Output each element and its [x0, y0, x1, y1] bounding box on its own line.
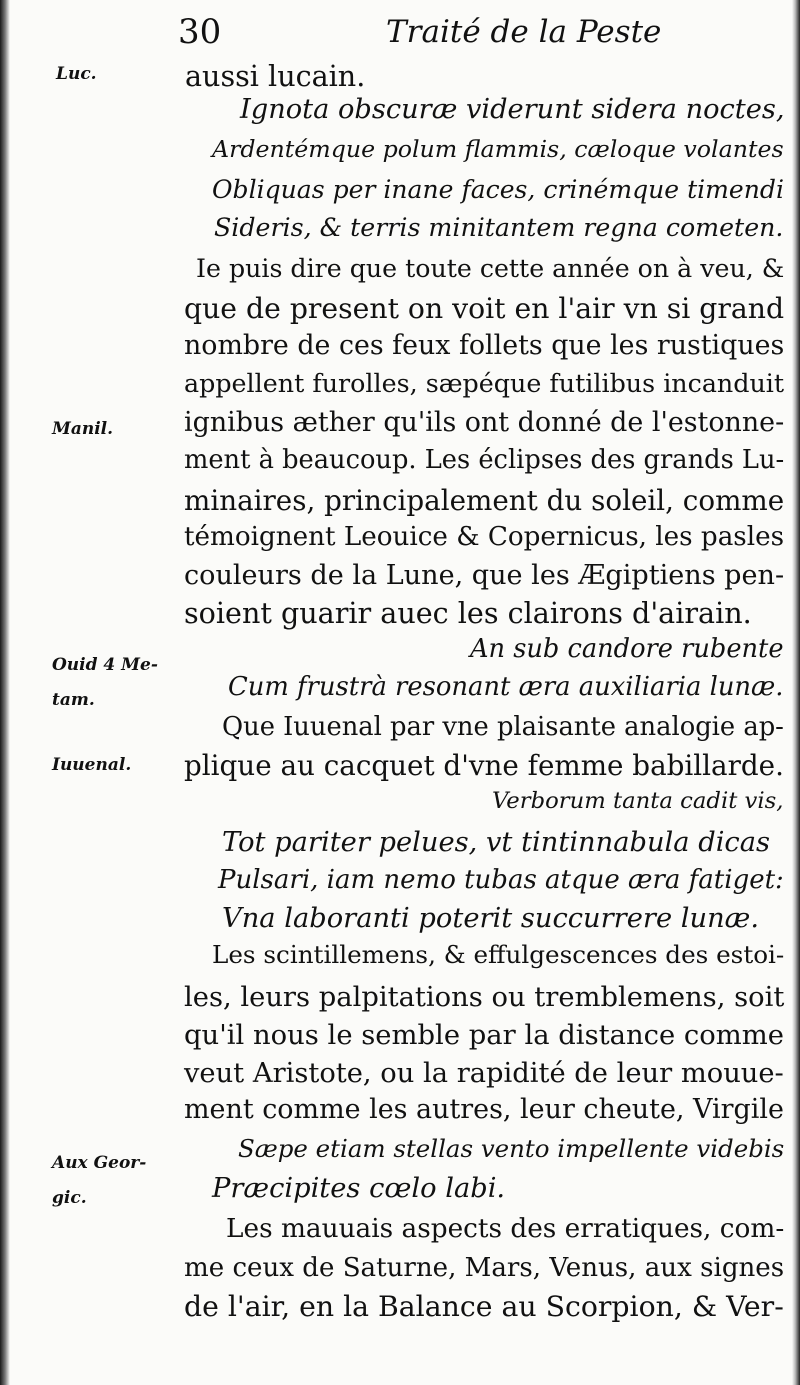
margin-note: tam. — [52, 690, 95, 710]
text-line: ment comme les autres, leur cheute, Virgile — [184, 1094, 784, 1125]
margin-note: Ouid 4 Me- — [52, 655, 158, 675]
text-line: Que Iuuenal par vne plaisante analogie ap- — [222, 712, 784, 742]
text-line: Les mauuais aspects des erratiques, com- — [226, 1214, 785, 1244]
verse-line: Cum frustrà resonant æra auxiliaria lunæ. — [228, 672, 784, 702]
margin-note: Manil. — [52, 419, 114, 439]
verse-line: Pulsari, iam nemo tubas atque æra fatiget: — [218, 865, 784, 895]
text-line: ment à beaucoup. Les éclipses des grands Lu- — [184, 445, 785, 475]
verse-line: Ardentémque polum flammis, cæloque volantes — [212, 135, 784, 163]
text-line: de l'air, en la Balance au Scorpion, & Ver- — [184, 1290, 784, 1323]
margin-note: Aux Geor- — [52, 1153, 147, 1173]
text-line: ignibus æther qu'ils ont donné de l'estonne- — [184, 407, 785, 438]
text-line: les, leurs palpitations ou tremblemens, soit — [184, 982, 785, 1013]
text-line: appellent furolles, sæpéque futilibus incanduit — [184, 368, 785, 398]
text-line: aussi lucain. — [185, 59, 366, 93]
text-line: Ie puis dire que toute cette année on à veu, & — [196, 254, 785, 283]
verse-line: Sæpe etiam stellas vento impellente videbis — [238, 1134, 785, 1163]
text-line: minaires, principalement du soleil, comme — [184, 484, 785, 517]
text-line: soient guarir auec les clairons d'airain. — [184, 596, 752, 630]
verse-line: An sub candore rubente — [470, 634, 784, 664]
text-line: qu'il nous le semble par la distance comme — [184, 1020, 784, 1051]
text-line: que de present on voit en l'air vn si grand — [184, 292, 785, 325]
page-shadow-left — [0, 0, 10, 1385]
margin-note: gic. — [52, 1188, 87, 1208]
verse-line: Verborum tanta cadit vis, — [492, 788, 784, 814]
running-title: Traité de la Peste — [386, 14, 662, 50]
text-line: couleurs de la Lune, que les Ægiptiens pen- — [184, 560, 785, 591]
page-header — [0, 12, 800, 56]
margin-note: Luc. — [56, 64, 97, 84]
text-line: veut Aristote, ou la rapidité de leur mouue- — [184, 1058, 784, 1089]
page-number: 30 — [178, 12, 222, 52]
verse-line: Obliquas per inane faces, crinémque timendi — [212, 175, 784, 204]
text-line: me ceux de Saturne, Mars, Venus, aux signes — [184, 1253, 785, 1283]
margin-note: Iuuenal. — [52, 755, 132, 775]
verse-line: Sideris, & terris minitantem regna cometen. — [214, 213, 784, 242]
text-line: témoignent Leouice & Copernicus, les pasles — [184, 522, 785, 552]
text-line: Les scintillemens, & effulgescences des estoi- — [212, 940, 785, 969]
verse-line: Ignota obscuræ viderunt sidera noctes, — [240, 94, 785, 125]
verse-line: Vna laboranti poterit succurrere lunæ. — [222, 903, 759, 934]
page-shadow-right — [792, 0, 800, 1385]
text-line: nombre de ces feux follets que les rustiques — [184, 330, 785, 361]
text-line: plique au cacquet d'vne femme babillarde. — [184, 749, 784, 782]
verse-line: Tot pariter pelues, vt tintinnabula dicas — [222, 827, 770, 858]
verse-line: Præcipites cœlo labi. — [212, 1173, 506, 1204]
